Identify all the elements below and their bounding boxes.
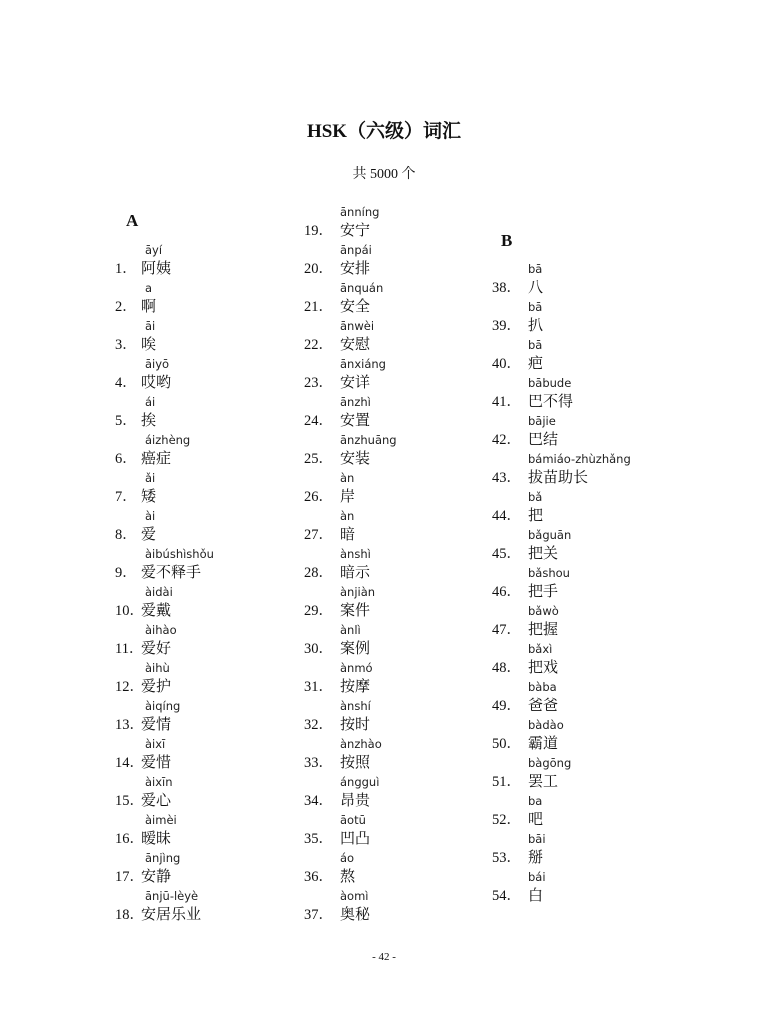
entry-word: 爱情 [141, 717, 172, 733]
entry-pinyin: bājie [528, 414, 556, 428]
entry-pinyin: bámiáo-zhùzhǎng [528, 452, 631, 466]
entry-pinyin: àimèi [145, 813, 177, 827]
entry-word: 矮 [141, 489, 157, 505]
entry-word: 白 [528, 888, 544, 904]
entry-word: 安宁 [340, 223, 371, 239]
entry-pinyin: áo [340, 851, 355, 865]
entry-word: 把 [528, 508, 544, 524]
entry-number: 35． [304, 831, 333, 847]
entry-pinyin: àibúshìshǒu [145, 547, 214, 561]
entry-number: 29． [304, 603, 333, 619]
entry-word: 按照 [340, 755, 371, 771]
entry-pinyin: ànzhào [340, 737, 382, 751]
entry-word: 阿姨 [141, 261, 172, 277]
entry-word: 安详 [340, 375, 371, 391]
entry-word: 爱 [141, 527, 157, 543]
entry-pinyin: ǎi [145, 471, 156, 485]
entry-number: 25． [304, 451, 333, 467]
entry-word: 熬 [340, 869, 356, 885]
entry-word: 八 [528, 280, 544, 296]
vocab-entry [492, 604, 722, 642]
entry-number: 33． [304, 755, 333, 771]
entry-pinyin: bābude [528, 376, 572, 390]
vocab-entry [492, 756, 722, 794]
entry-word: 昂贵 [340, 793, 371, 809]
entry-pinyin: ānjìng [145, 851, 181, 865]
entry-word: 案件 [340, 603, 371, 619]
entry-pinyin: bǎ [528, 490, 543, 504]
entry-pinyin: ba [528, 794, 543, 808]
entry-pinyin: āyí [145, 243, 163, 257]
vocab-entry [492, 642, 722, 680]
entry-pinyin: bā [528, 300, 543, 314]
entry-pinyin: ānxiáng [340, 357, 386, 371]
entry-word: 癌症 [141, 451, 172, 467]
entry-word: 霸道 [528, 736, 559, 752]
entry-pinyin: bǎwò [528, 604, 559, 618]
entry-number: 47． [492, 622, 521, 638]
entry-word: 挨 [141, 413, 157, 429]
entry-pinyin: ànlì [340, 623, 361, 637]
entry-number: 42． [492, 432, 521, 448]
entry-number: 6． [115, 451, 137, 467]
document-subtitle: 共 5000 个 [352, 167, 416, 182]
entry-number: 52． [492, 812, 521, 828]
entry-number: 54． [492, 888, 521, 904]
entry-pinyin: áizhèng [145, 433, 191, 447]
vocab-entry [492, 414, 722, 452]
entry-pinyin: bā [528, 262, 543, 276]
vocab-entry [492, 262, 722, 300]
entry-number: 7． [115, 489, 137, 505]
entry-word: 罢工 [528, 774, 559, 790]
entry-pinyin: ānzhì [340, 395, 371, 409]
entry-word: 掰 [528, 850, 544, 866]
entry-word: 啊 [141, 299, 157, 315]
entry-pinyin: bàgōng [528, 756, 572, 770]
entry-word: 按摩 [340, 679, 371, 695]
entry-pinyin: a [145, 281, 153, 295]
entry-number: 28． [304, 565, 333, 581]
entry-word: 爱戴 [141, 603, 172, 619]
entry-word: 岸 [340, 489, 356, 505]
entry-pinyin: ānzhuāng [340, 433, 397, 447]
vocab-entry [492, 794, 722, 832]
vocab-entry [492, 528, 722, 566]
entry-word: 把关 [528, 546, 559, 562]
entry-number: 19． [304, 223, 333, 239]
vocab-entry [492, 338, 722, 376]
entry-number: 30． [304, 641, 333, 657]
entry-word: 安静 [141, 869, 172, 885]
entry-pinyin: ànjiàn [340, 585, 376, 599]
entry-word: 把握 [528, 622, 559, 638]
entry-pinyin: bǎxì [528, 642, 553, 656]
entry-number: 43． [492, 470, 521, 486]
entry-number: 26． [304, 489, 333, 505]
entry-number: 18． [115, 907, 144, 923]
entry-word: 暗 [340, 527, 356, 543]
entry-number: 32． [304, 717, 333, 733]
entry-pinyin: ānquán [340, 281, 384, 295]
entry-number: 51． [492, 774, 521, 790]
entry-number: 14． [115, 755, 144, 771]
entry-pinyin: àn [340, 509, 355, 523]
entry-pinyin: ài [145, 509, 156, 523]
entry-number: 38． [492, 280, 521, 296]
vocab-entry [492, 490, 722, 528]
entry-number: 45． [492, 546, 521, 562]
entry-pinyin: àn [340, 471, 355, 485]
entry-pinyin: bāi [528, 832, 546, 846]
entry-number: 21． [304, 299, 333, 315]
entry-number: 20． [304, 261, 333, 277]
entry-pinyin: bǎshou [528, 566, 570, 580]
entry-pinyin: āi [145, 319, 156, 333]
entry-word: 安全 [340, 299, 371, 315]
entry-number: 27． [304, 527, 333, 543]
entry-pinyin: àihù [145, 661, 170, 675]
vocab-entry [492, 680, 722, 718]
section-letter-b: B [501, 231, 513, 250]
vocab-entry [492, 832, 722, 870]
entry-pinyin: bái [528, 870, 546, 884]
entry-word: 案例 [340, 641, 371, 657]
entry-word: 暗示 [340, 565, 371, 581]
entry-number: 11． [115, 641, 144, 657]
entry-number: 8． [115, 527, 137, 543]
entry-word: 把手 [528, 584, 559, 600]
vocab-entry [492, 870, 722, 908]
entry-number: 36． [304, 869, 333, 885]
entry-word: 疤 [528, 356, 544, 372]
entry-number: 49． [492, 698, 521, 714]
vocab-entry [492, 300, 722, 338]
entry-word: 吧 [528, 812, 544, 828]
entry-word: 安居乐业 [141, 907, 202, 923]
vocab-entry [492, 718, 722, 756]
document-title: HSK（六级）词汇 [306, 121, 462, 142]
entry-pinyin: ái [145, 395, 156, 409]
entry-word: 奥秘 [340, 907, 371, 923]
entry-number: 48． [492, 660, 521, 676]
entry-number: 46． [492, 584, 521, 600]
entry-number: 39． [492, 318, 521, 334]
page-number: - 42 - [372, 951, 396, 963]
entry-number: 50． [492, 736, 521, 752]
entry-pinyin: àidài [145, 585, 173, 599]
entry-number: 23． [304, 375, 333, 391]
entry-number: 24． [304, 413, 333, 429]
entry-number: 9． [115, 565, 137, 581]
entry-number: 37． [304, 907, 333, 923]
section-letter-a: A [126, 211, 139, 230]
entry-word: 安排 [340, 261, 371, 277]
entry-word: 唉 [141, 337, 157, 353]
entry-pinyin: ānjū-lèyè [145, 889, 199, 903]
entry-pinyin: bā [528, 338, 543, 352]
entry-word: 安置 [340, 413, 371, 429]
entry-number: 44． [492, 508, 521, 524]
entry-pinyin: ànshì [340, 547, 371, 561]
entry-word: 巴不得 [528, 394, 574, 410]
entry-word: 按时 [340, 717, 371, 733]
entry-pinyin: ānwèi [340, 319, 375, 333]
entry-pinyin: ānníng [340, 205, 380, 219]
entry-word: 哎哟 [141, 375, 172, 391]
entry-word: 爱护 [141, 679, 172, 695]
entry-word: 把戏 [528, 660, 559, 676]
entry-number: 3． [115, 337, 137, 353]
entry-word: 爱好 [141, 641, 172, 657]
vocab-entry [492, 376, 722, 414]
entry-number: 5． [115, 413, 137, 429]
entry-number: 15． [115, 793, 144, 809]
entry-number: 53． [492, 850, 521, 866]
entry-word: 凹凸 [340, 831, 371, 847]
entry-word: 爸爸 [528, 698, 559, 714]
entry-pinyin: ānpái [340, 243, 372, 257]
entry-number: 1． [115, 261, 137, 277]
entry-pinyin: bǎguān [528, 528, 572, 542]
entry-word: 爱惜 [141, 755, 172, 771]
entry-number: 31． [304, 679, 333, 695]
entry-pinyin: bàba [528, 680, 557, 694]
entry-number: 22． [304, 337, 333, 353]
vocab-entry [492, 566, 722, 604]
entry-pinyin: bàdào [528, 718, 564, 732]
entry-number: 16． [115, 831, 144, 847]
entry-word: 安装 [340, 451, 371, 467]
entry-number: 12． [115, 679, 144, 695]
entry-number: 4． [115, 375, 137, 391]
entry-pinyin: āotū [340, 813, 366, 827]
entry-pinyin: àiqíng [145, 699, 181, 713]
entry-number: 41． [492, 394, 521, 410]
entry-word: 扒 [528, 318, 544, 334]
entry-number: 40． [492, 356, 521, 372]
entry-pinyin: ànmó [340, 661, 373, 675]
entry-pinyin: ànshí [340, 699, 371, 713]
vocab-entry [492, 452, 722, 490]
entry-word: 拔苗助长 [528, 470, 589, 486]
entry-word: 巴结 [528, 432, 559, 448]
entry-number: 2． [115, 299, 137, 315]
entry-word: 爱心 [141, 793, 172, 809]
entry-number: 10． [115, 603, 144, 619]
entry-word: 安慰 [340, 337, 371, 353]
entry-number: 13． [115, 717, 144, 733]
entry-word: 爱不释手 [141, 565, 202, 581]
entry-number: 34． [304, 793, 333, 809]
entry-number: 17． [115, 869, 144, 885]
entry-pinyin: āiyō [145, 357, 170, 371]
entry-pinyin: ángguì [340, 775, 380, 789]
vocab-entry [304, 205, 534, 243]
entry-pinyin: àixīn [145, 775, 173, 789]
entry-pinyin: àixī [145, 737, 166, 751]
entry-pinyin: àomì [340, 889, 369, 903]
entry-word: 暧昧 [141, 831, 172, 847]
entry-pinyin: àihào [145, 623, 177, 637]
